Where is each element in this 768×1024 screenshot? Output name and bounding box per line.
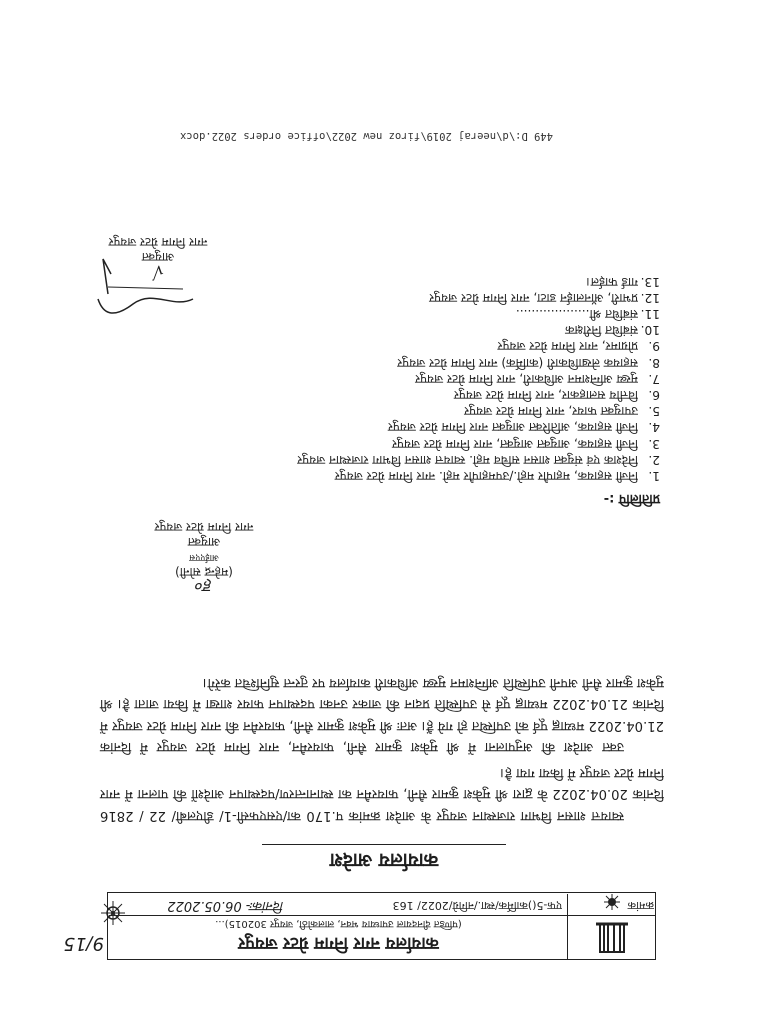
copy-list-item [100, 354, 660, 370]
copy-item-number: 7. [648, 371, 660, 386]
crest-icon [98, 898, 128, 928]
copy-list-item [100, 435, 660, 451]
signatory-name: (महेन्द्र सोनी) [175, 565, 233, 579]
file-path-footer: 449 D:\d\neeraj 2019\firoz new 2022\office orders 2022.docx [180, 130, 553, 142]
copy-item-text: सहायक लेखाधिकारी (कार्मिक) नगर निगम ग्रेटर जयपुर [397, 355, 638, 370]
office-title: कार्यालय नगर निगम ग्रेटर जयपुर [238, 933, 439, 953]
copy-item-number: 3. [648, 436, 660, 451]
signatory-title: आयुक्त [187, 535, 221, 549]
handwritten-page-number: 9/15 [63, 933, 104, 954]
signatory-2-office: नगर निगम ग्रेटर जयपुर [108, 235, 208, 249]
signatory-service: आईएएस [189, 552, 219, 562]
copy-item-number: 1. [648, 469, 660, 483]
copy-item-number: 10. [640, 323, 660, 338]
body-paragraph-2: उक्त आदेश की अनुपालना में श्री मुकेश कुमार सैनी, फायरमैन, नगर निगम ग्रेटर जयपुर में दिनांक 21.04.2022 मध्याह्न पूर्व को उपस्थित हो गये हैं। अतः श्री मुकेश कुमार सैनी, फायरमैन की नगर निगम ग्रेटर जयपुर में दिनांक 21.04.2022 मध्याह्न पूर्व से उपस्थिति प्रदान की जाकर उनका पदस्थापन फायर शाखा में किया जाता है। श्री मुकेश कुमार सैनी अपनी उपस्थिति अग्निशमन मुख्य अधिकारी कार्यालय पर तुरन्त सुनिश्चित करेंगे। [100, 675, 664, 755]
copy-list-item [100, 322, 660, 338]
copy-item-text: प्रभारी, ऑनलाईन डाटा, नगर निगम ग्रेटर जयपुर [429, 290, 638, 305]
copy-item-text: उपायुक्त फायर, नगर निगम ग्रेटर जयपुर [464, 404, 638, 419]
copy-item-text: निजी सहायक, आयुक्त आयुक्त, नगर निगम ग्रेटर जयपुर [392, 436, 638, 451]
copy-item-text: मुख्य अग्निशमन अधिकारी, नगर निगम ग्रेटर जयपुर [415, 371, 638, 386]
date-value: 06.05.2022 [167, 898, 242, 913]
copy-list-item [100, 419, 660, 435]
second-signature-block [88, 234, 228, 282]
copy-item-number: 2. [648, 452, 660, 467]
copy-item-text: वित्तीय सलाहकार, नगर निगम ग्रेटर जयपुर [453, 387, 638, 402]
copy-item-text: निजी सहायक, महापौर महो./उपमहापौर महो. नगर निगम ग्रेटर जयपुर [334, 469, 638, 483]
copy-item-text: निदेशक एवं संयुक्त शासन सचिव महो. स्वायत्त शासन विभाग राजस्थान जयपुर [297, 452, 638, 467]
copy-item-number: 5. [648, 404, 660, 419]
copy-item-number: 13. [640, 274, 660, 289]
signature-scribble: ह० [195, 577, 213, 596]
signatory-2-title: आयुक्त [141, 250, 175, 264]
order-body [100, 672, 664, 827]
copy-item-text: संबंधित श्री................... [515, 306, 638, 321]
copy-item-text: गार्ड फाईल। [586, 274, 638, 289]
signatory-office: नगर निगम ग्रेटर जयपुर [154, 520, 254, 534]
copy-list-item [100, 403, 660, 419]
body-paragraph-1: स्वायत्त शासन विभाग राजस्थान जयपुर के आदेश क्रमांक प.170 का/एसएफसी-1/ डीएलबी/ 22 / 2816 दिनांक 20.04.2022 के द्वारा श्री मुकेश कुमार सैनी, फायरमैन का स्थानान्तरण/पदस्थापन आदेशों की पालना में नगर निगम ग्रेटर जयपुर में किया गया है। [100, 765, 664, 823]
copy-heading: प्रतिलिपि :- [603, 491, 660, 506]
copy-list-item [100, 371, 660, 387]
city-emblem-icon [568, 916, 656, 960]
copy-item-text: संबंधित निरीक्षक [565, 323, 638, 338]
copy-item-number: 8. [648, 355, 660, 370]
office-address: (पण्डित दीनदयाल उपाध्याय भवन, लालकोठी, जयपुर 302015)... [215, 918, 462, 929]
copy-list-item [100, 468, 660, 484]
copy-item-text: निजी सहायक, अतिरिक्त आयुक्त नगर निगम ग्रेटर जयपुर [387, 420, 638, 435]
date-label: दिनांकः- [245, 898, 284, 913]
signature-2-scribble: √ [152, 261, 164, 282]
copy-item-number: 12. [640, 290, 660, 305]
copy-item-number: 4. [648, 420, 660, 435]
copy-item-number: 6. [648, 387, 660, 402]
copy-list-item [100, 387, 660, 403]
kramank-label: क्रमांक [627, 899, 654, 912]
reference-number: एफ-5()कार्मिक/स्था./नगिग्रे/2022/ 163 [392, 899, 562, 912]
copy-list-item [100, 338, 660, 354]
page-title: कार्यालय आदेश [262, 844, 506, 874]
copy-item-number: 9. [648, 339, 660, 354]
commissioner-signature-block [94, 519, 314, 594]
copy-item-text: प्रोग्रामर, नगर निगम ग्रेटर जयपुर [497, 339, 638, 354]
copy-list-item [100, 452, 660, 468]
copy-item-number: 11. [640, 306, 660, 321]
order-date [104, 898, 284, 916]
